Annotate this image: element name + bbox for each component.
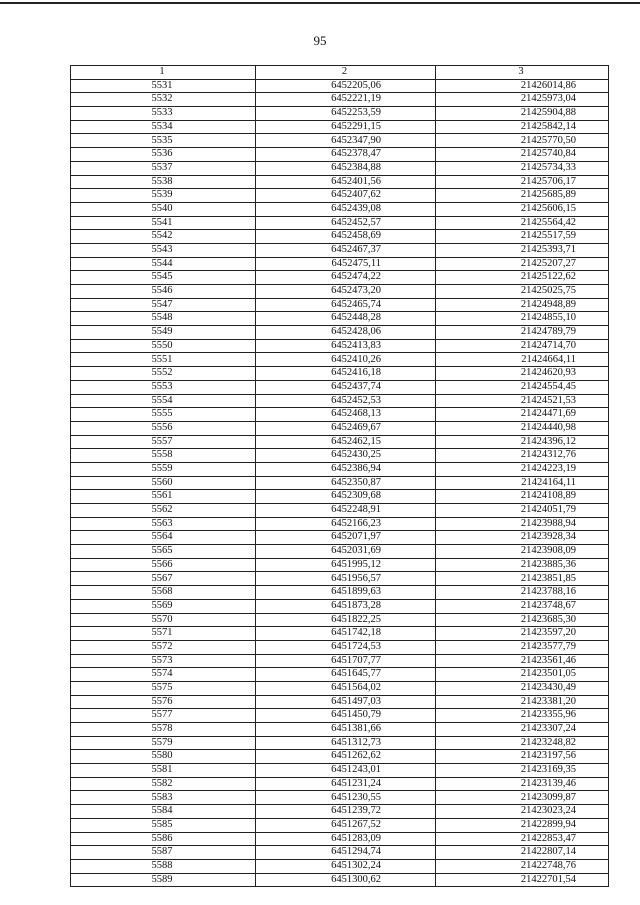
y-coordinate-cell: 21423381,20: [436, 695, 609, 709]
x-coordinate-cell: 6452386,94: [256, 462, 436, 476]
point-number-cell: 5554: [71, 394, 256, 408]
x-coordinate-cell: 6451283,09: [256, 832, 436, 846]
x-coordinate-cell: 6451645,77: [256, 668, 436, 682]
table-row: [71, 558, 609, 572]
y-coordinate-cell: 21426014,86: [436, 79, 609, 93]
table-row: [71, 421, 609, 435]
x-coordinate-cell: 6451230,55: [256, 791, 436, 805]
point-number-cell: 5572: [71, 640, 256, 654]
point-number-cell: 5564: [71, 531, 256, 545]
point-number-cell: 5586: [71, 832, 256, 846]
point-number-cell: 5541: [71, 216, 256, 230]
x-coordinate-cell: 6451497,03: [256, 695, 436, 709]
y-coordinate-cell: 21425734,33: [436, 161, 609, 175]
x-coordinate-cell: 6451302,24: [256, 859, 436, 873]
point-number-cell: 5533: [71, 107, 256, 121]
y-coordinate-cell: 21424664,11: [436, 353, 609, 367]
point-number-cell: 5565: [71, 545, 256, 559]
page-number: 95: [313, 33, 327, 48]
table-row: [71, 736, 609, 750]
point-number-cell: 5561: [71, 490, 256, 504]
table-row: [71, 107, 609, 121]
x-coordinate-cell: 6452416,18: [256, 367, 436, 381]
table-row: [71, 695, 609, 709]
y-coordinate-cell: 21425842,14: [436, 120, 609, 134]
table-row: [71, 408, 609, 422]
x-coordinate-cell: 6451231,24: [256, 777, 436, 791]
point-number-cell: 5581: [71, 764, 256, 778]
x-coordinate-cell: 6452430,25: [256, 449, 436, 463]
point-number-cell: 5538: [71, 175, 256, 189]
y-coordinate-cell: 21422807,14: [436, 846, 609, 860]
point-number-cell: 5588: [71, 859, 256, 873]
x-coordinate-cell: 6451822,25: [256, 613, 436, 627]
table-row: [71, 339, 609, 353]
x-coordinate-cell: 6452437,74: [256, 380, 436, 394]
y-coordinate-cell: 21425770,50: [436, 134, 609, 148]
x-coordinate-cell: 6452452,57: [256, 216, 436, 230]
y-coordinate-cell: 21425973,04: [436, 93, 609, 107]
point-number-cell: 5577: [71, 709, 256, 723]
y-coordinate-cell: 21424554,45: [436, 380, 609, 394]
point-number-cell: 5571: [71, 627, 256, 641]
y-coordinate-cell: 21424471,69: [436, 408, 609, 422]
point-number-cell: 5587: [71, 846, 256, 860]
coordinates-table: [70, 65, 609, 887]
x-coordinate-cell: 6452452,53: [256, 394, 436, 408]
point-number-cell: 5558: [71, 449, 256, 463]
table-row: [71, 504, 609, 518]
table-row: [71, 161, 609, 175]
table-row: [71, 298, 609, 312]
column-header-2: 2: [256, 66, 436, 80]
table-row: [71, 654, 609, 668]
table-row: [71, 613, 609, 627]
y-coordinate-cell: 21425517,59: [436, 230, 609, 244]
y-coordinate-cell: 21424164,11: [436, 476, 609, 490]
column-header-3: 3: [436, 66, 609, 80]
table-row: [71, 832, 609, 846]
header-row: [71, 66, 609, 80]
point-number-cell: 5532: [71, 93, 256, 107]
table-row: [71, 257, 609, 271]
table-row: [71, 449, 609, 463]
x-coordinate-cell: 6452469,67: [256, 421, 436, 435]
y-coordinate-cell: 21423561,46: [436, 654, 609, 668]
point-number-cell: 5573: [71, 654, 256, 668]
table-row: [71, 462, 609, 476]
point-number-cell: 5567: [71, 572, 256, 586]
table-row: [71, 709, 609, 723]
x-coordinate-cell: 6452248,91: [256, 504, 436, 518]
y-coordinate-cell: 21423023,24: [436, 805, 609, 819]
x-coordinate-cell: 6452205,06: [256, 79, 436, 93]
table-row: [71, 353, 609, 367]
x-coordinate-cell: 6452462,15: [256, 435, 436, 449]
table-row: [71, 818, 609, 832]
y-coordinate-cell: 21422899,94: [436, 818, 609, 832]
point-number-cell: 5583: [71, 791, 256, 805]
x-coordinate-cell: 6451381,66: [256, 723, 436, 737]
point-number-cell: 5549: [71, 326, 256, 340]
table-row: [71, 859, 609, 873]
x-coordinate-cell: 6452384,88: [256, 161, 436, 175]
x-coordinate-cell: 6452474,22: [256, 271, 436, 285]
x-coordinate-cell: 6452407,62: [256, 189, 436, 203]
table-row: [71, 805, 609, 819]
x-coordinate-cell: 6451899,63: [256, 586, 436, 600]
x-coordinate-cell: 6452428,06: [256, 326, 436, 340]
point-number-cell: 5537: [71, 161, 256, 175]
x-coordinate-cell: 6451995,12: [256, 558, 436, 572]
y-coordinate-cell: 21423307,24: [436, 723, 609, 737]
point-number-cell: 5544: [71, 257, 256, 271]
table-row: [71, 545, 609, 559]
table-row: [71, 312, 609, 326]
top-border-line: [0, 2, 640, 4]
point-number-cell: 5547: [71, 298, 256, 312]
point-number-cell: 5579: [71, 736, 256, 750]
x-coordinate-cell: 6451564,02: [256, 681, 436, 695]
table-row: [71, 572, 609, 586]
y-coordinate-cell: 21425025,75: [436, 285, 609, 299]
x-coordinate-cell: 6451724,53: [256, 640, 436, 654]
table-row: [71, 367, 609, 381]
y-coordinate-cell: 21423139,46: [436, 777, 609, 791]
table-row: [71, 380, 609, 394]
x-coordinate-cell: 6452291,15: [256, 120, 436, 134]
y-coordinate-cell: 21425393,71: [436, 243, 609, 257]
y-coordinate-cell: 21424312,76: [436, 449, 609, 463]
y-coordinate-cell: 21425904,88: [436, 107, 609, 121]
table-body: [71, 79, 609, 887]
x-coordinate-cell: 6452347,90: [256, 134, 436, 148]
x-coordinate-cell: 6451300,62: [256, 873, 436, 887]
point-number-cell: 5548: [71, 312, 256, 326]
y-coordinate-cell: 21423685,30: [436, 613, 609, 627]
y-coordinate-cell: 21424440,98: [436, 421, 609, 435]
y-coordinate-cell: 21422701,54: [436, 873, 609, 887]
table-row: [71, 490, 609, 504]
x-coordinate-cell: 6452071,97: [256, 531, 436, 545]
point-number-cell: 5560: [71, 476, 256, 490]
table-row: [71, 79, 609, 93]
point-number-cell: 5575: [71, 681, 256, 695]
table-row: [71, 531, 609, 545]
point-number-cell: 5546: [71, 285, 256, 299]
point-number-cell: 5551: [71, 353, 256, 367]
x-coordinate-cell: 6452413,83: [256, 339, 436, 353]
y-coordinate-cell: 21423501,05: [436, 668, 609, 682]
table-row: [71, 764, 609, 778]
y-coordinate-cell: 21423928,34: [436, 531, 609, 545]
x-coordinate-cell: 6452309,68: [256, 490, 436, 504]
y-coordinate-cell: 21424855,10: [436, 312, 609, 326]
x-coordinate-cell: 6452475,11: [256, 257, 436, 271]
table-row: [71, 202, 609, 216]
point-number-cell: 5589: [71, 873, 256, 887]
x-coordinate-cell: 6451294,74: [256, 846, 436, 860]
x-coordinate-cell: 6452350,87: [256, 476, 436, 490]
x-coordinate-cell: 6452468,13: [256, 408, 436, 422]
point-number-cell: 5531: [71, 79, 256, 93]
y-coordinate-cell: 21425207,27: [436, 257, 609, 271]
point-number-cell: 5584: [71, 805, 256, 819]
y-coordinate-cell: 21423788,16: [436, 586, 609, 600]
table-row: [71, 175, 609, 189]
table-row: [71, 243, 609, 257]
y-coordinate-cell: 21424714,70: [436, 339, 609, 353]
y-coordinate-cell: 21425740,84: [436, 148, 609, 162]
point-number-cell: 5552: [71, 367, 256, 381]
y-coordinate-cell: 21423430,49: [436, 681, 609, 695]
table-row: [71, 723, 609, 737]
y-coordinate-cell: 21423851,85: [436, 572, 609, 586]
point-number-cell: 5539: [71, 189, 256, 203]
point-number-cell: 5556: [71, 421, 256, 435]
point-number-cell: 5534: [71, 120, 256, 134]
y-coordinate-cell: 21423885,36: [436, 558, 609, 572]
x-coordinate-cell: 6452458,69: [256, 230, 436, 244]
point-number-cell: 5578: [71, 723, 256, 737]
x-coordinate-cell: 6451742,18: [256, 627, 436, 641]
table-row: [71, 189, 609, 203]
x-coordinate-cell: 6451243,01: [256, 764, 436, 778]
y-coordinate-cell: 21424396,12: [436, 435, 609, 449]
table-row: [71, 326, 609, 340]
x-coordinate-cell: 6451873,28: [256, 599, 436, 613]
table-row: [71, 640, 609, 654]
x-coordinate-cell: 6452410,26: [256, 353, 436, 367]
point-number-cell: 5580: [71, 750, 256, 764]
y-coordinate-cell: 21425706,17: [436, 175, 609, 189]
point-number-cell: 5570: [71, 613, 256, 627]
point-number-cell: 5557: [71, 435, 256, 449]
table-row: [71, 216, 609, 230]
table-row: [71, 668, 609, 682]
y-coordinate-cell: 21423169,35: [436, 764, 609, 778]
point-number-cell: 5536: [71, 148, 256, 162]
table-row: [71, 627, 609, 641]
x-coordinate-cell: 6452473,20: [256, 285, 436, 299]
x-coordinate-cell: 6452439,08: [256, 202, 436, 216]
x-coordinate-cell: 6451450,79: [256, 709, 436, 723]
table-row: [71, 230, 609, 244]
x-coordinate-cell: 6451956,57: [256, 572, 436, 586]
y-coordinate-cell: 21423748,67: [436, 599, 609, 613]
table-row: [71, 476, 609, 490]
point-number-cell: 5545: [71, 271, 256, 285]
y-coordinate-cell: 21425122,62: [436, 271, 609, 285]
table-row: [71, 681, 609, 695]
x-coordinate-cell: 6451262,62: [256, 750, 436, 764]
y-coordinate-cell: 21423577,79: [436, 640, 609, 654]
table-header: [71, 66, 609, 80]
point-number-cell: 5559: [71, 462, 256, 476]
point-number-cell: 5542: [71, 230, 256, 244]
table-row: [71, 791, 609, 805]
point-number-cell: 5576: [71, 695, 256, 709]
point-number-cell: 5568: [71, 586, 256, 600]
x-coordinate-cell: 6452465,74: [256, 298, 436, 312]
y-coordinate-cell: 21424108,89: [436, 490, 609, 504]
table-row: [71, 148, 609, 162]
x-coordinate-cell: 6451707,77: [256, 654, 436, 668]
x-coordinate-cell: 6452448,28: [256, 312, 436, 326]
point-number-cell: 5550: [71, 339, 256, 353]
x-coordinate-cell: 6451239,72: [256, 805, 436, 819]
x-coordinate-cell: 6452166,23: [256, 517, 436, 531]
x-coordinate-cell: 6452253,59: [256, 107, 436, 121]
column-header-1: 1: [71, 66, 256, 80]
point-number-cell: 5566: [71, 558, 256, 572]
y-coordinate-cell: 21423197,56: [436, 750, 609, 764]
y-coordinate-cell: 21423908,09: [436, 545, 609, 559]
table-row: [71, 517, 609, 531]
table-row: [71, 586, 609, 600]
y-coordinate-cell: 21424620,93: [436, 367, 609, 381]
x-coordinate-cell: 6452467,37: [256, 243, 436, 257]
table-row: [71, 271, 609, 285]
x-coordinate-cell: 6452378,47: [256, 148, 436, 162]
point-number-cell: 5574: [71, 668, 256, 682]
point-number-cell: 5562: [71, 504, 256, 518]
y-coordinate-cell: 21424223,19: [436, 462, 609, 476]
point-number-cell: 5555: [71, 408, 256, 422]
x-coordinate-cell: 6452221,19: [256, 93, 436, 107]
table-row: [71, 93, 609, 107]
table-row: [71, 435, 609, 449]
x-coordinate-cell: 6452031,69: [256, 545, 436, 559]
point-number-cell: 5585: [71, 818, 256, 832]
y-coordinate-cell: 21424521,53: [436, 394, 609, 408]
table-row: [71, 120, 609, 134]
y-coordinate-cell: 21422853,47: [436, 832, 609, 846]
point-number-cell: 5582: [71, 777, 256, 791]
point-number-cell: 5569: [71, 599, 256, 613]
table-row: [71, 873, 609, 887]
y-coordinate-cell: 21423355,96: [436, 709, 609, 723]
table-row: [71, 285, 609, 299]
y-coordinate-cell: 21425685,89: [436, 189, 609, 203]
point-number-cell: 5543: [71, 243, 256, 257]
y-coordinate-cell: 21423099,87: [436, 791, 609, 805]
x-coordinate-cell: 6451312,73: [256, 736, 436, 750]
x-coordinate-cell: 6451267,52: [256, 818, 436, 832]
y-coordinate-cell: 21424051,79: [436, 504, 609, 518]
point-number-cell: 5563: [71, 517, 256, 531]
y-coordinate-cell: 21423988,94: [436, 517, 609, 531]
y-coordinate-cell: 21423597,20: [436, 627, 609, 641]
y-coordinate-cell: 21424789,79: [436, 326, 609, 340]
point-number-cell: 5553: [71, 380, 256, 394]
table-row: [71, 134, 609, 148]
table-row: [71, 777, 609, 791]
x-coordinate-cell: 6452401,56: [256, 175, 436, 189]
table-row: [71, 394, 609, 408]
table-row: [71, 750, 609, 764]
y-coordinate-cell: 21425606,15: [436, 202, 609, 216]
table-row: [71, 846, 609, 860]
point-number-cell: 5535: [71, 134, 256, 148]
y-coordinate-cell: 21424948,89: [436, 298, 609, 312]
y-coordinate-cell: 21422748,76: [436, 859, 609, 873]
table-row: [71, 599, 609, 613]
point-number-cell: 5540: [71, 202, 256, 216]
y-coordinate-cell: 21423248,82: [436, 736, 609, 750]
y-coordinate-cell: 21425564,42: [436, 216, 609, 230]
